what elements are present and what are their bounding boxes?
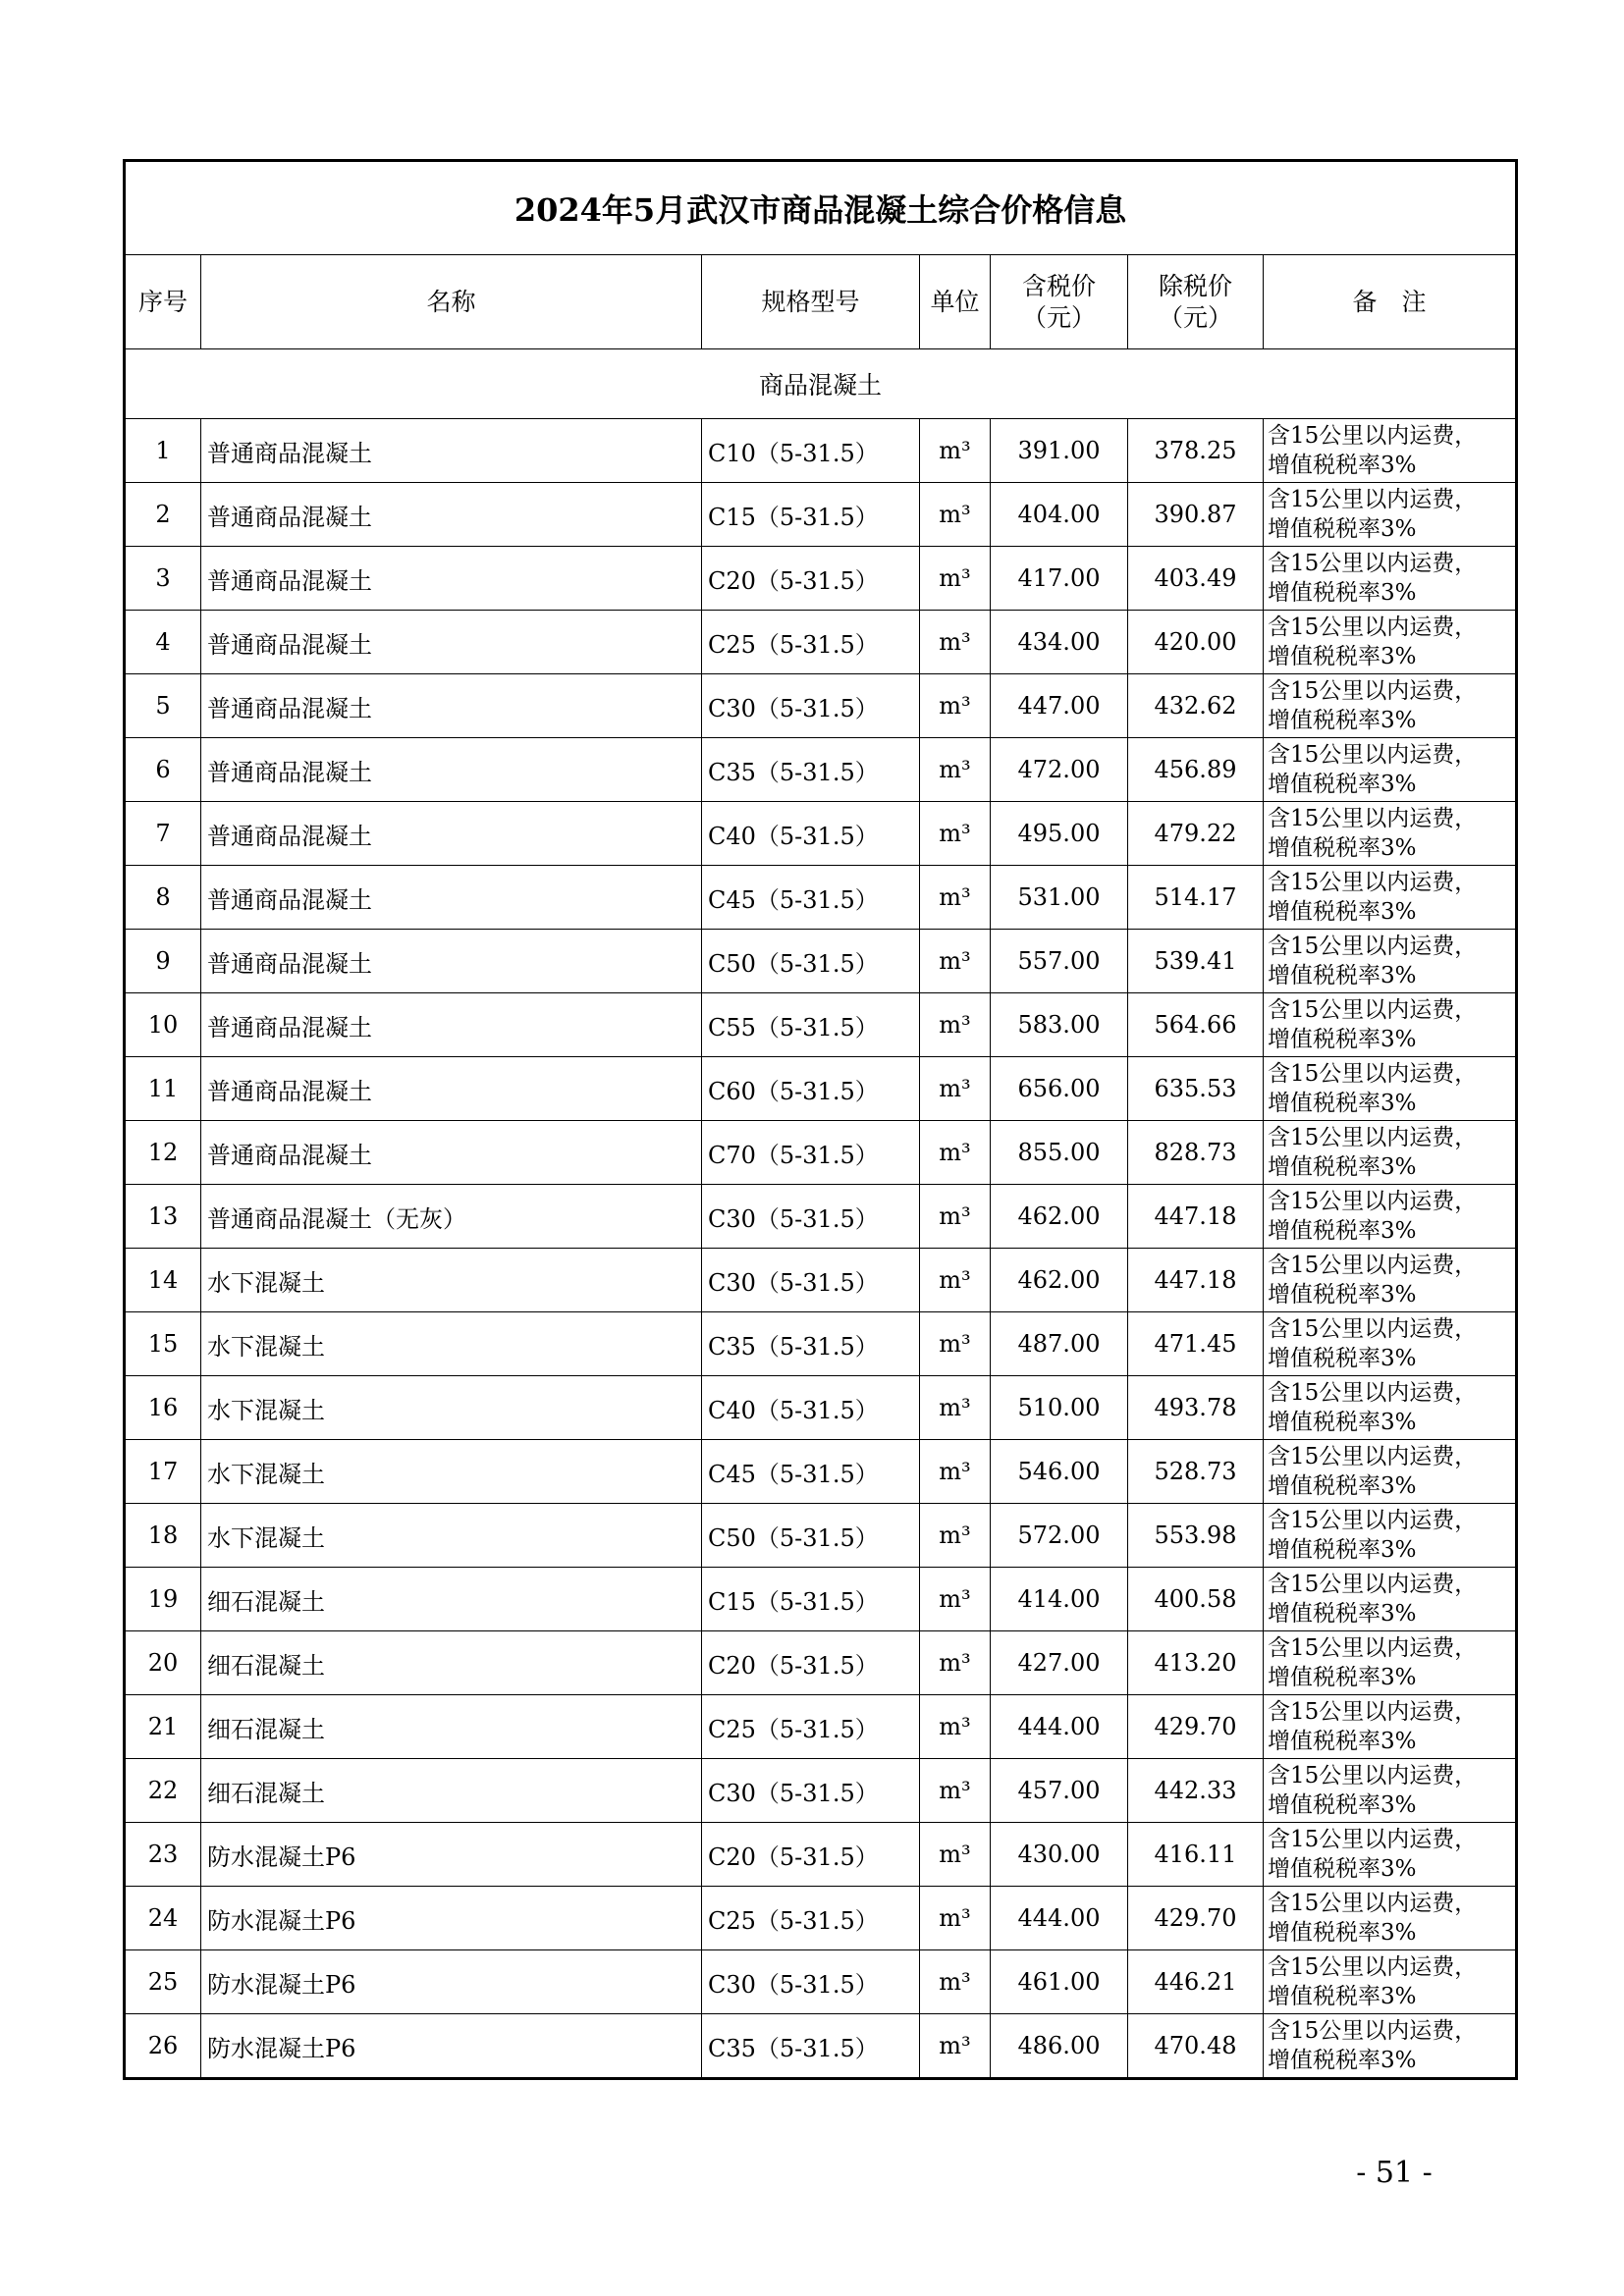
row-note-line1: 含15公里以内运费， [1268, 423, 1478, 449]
row-note-line2: 增值税税率3% [1268, 580, 1417, 606]
row-unit: m³ [920, 1376, 991, 1440]
row-note-line2: 增值税税率3% [1268, 1027, 1417, 1052]
row-price-excl: 403.49 [1128, 547, 1264, 611]
row-price-incl: 583.00 [991, 993, 1128, 1057]
row-name: 普通商品混凝土 [201, 1057, 702, 1121]
row-price-incl: 495.00 [991, 802, 1128, 866]
row-num: 11 [125, 1057, 201, 1121]
row-price-excl: 528.73 [1128, 1440, 1264, 1504]
row-num: 6 [125, 738, 201, 802]
row-note-line2: 增值税税率3% [1268, 644, 1417, 669]
row-unit: m³ [920, 1759, 991, 1823]
row-name: 防水混凝土P6 [201, 1887, 702, 1950]
row-note [1264, 738, 1517, 802]
row-unit: m³ [920, 866, 991, 930]
table-body [125, 349, 1517, 2079]
row-num: 16 [125, 1376, 201, 1440]
row-spec: C40（5-31.5） [702, 1376, 920, 1440]
row-note-line1: 含15公里以内运费， [1268, 1189, 1478, 1214]
price-table [123, 159, 1518, 2080]
row-note [1264, 1631, 1517, 1695]
row-unit: m³ [920, 1121, 991, 1185]
row-name: 普通商品混凝土 [201, 802, 702, 866]
row-spec: C55（5-31.5） [702, 993, 920, 1057]
row-spec: C30（5-31.5） [702, 1249, 920, 1312]
row-price-excl: 539.41 [1128, 930, 1264, 993]
row-note [1264, 930, 1517, 993]
header-price-excl-line2: （元） [1158, 302, 1232, 332]
row-note [1264, 419, 1517, 483]
row-num: 17 [125, 1440, 201, 1504]
table-row [125, 1121, 1517, 1185]
row-price-incl: 444.00 [991, 1887, 1128, 1950]
table-row [125, 1695, 1517, 1759]
row-note-line1: 含15公里以内运费， [1268, 1508, 1478, 1533]
row-num: 21 [125, 1695, 201, 1759]
table-row [125, 483, 1517, 547]
row-spec: C45（5-31.5） [702, 1440, 920, 1504]
row-price-incl: 855.00 [991, 1121, 1128, 1185]
row-note [1264, 1887, 1517, 1950]
row-name: 水下混凝土 [201, 1376, 702, 1440]
row-note-line1: 含15公里以内运费， [1268, 1253, 1478, 1278]
row-spec: C35（5-31.5） [702, 1312, 920, 1376]
row-note-line2: 增值税税率3% [1268, 453, 1417, 478]
row-unit: m³ [920, 1631, 991, 1695]
row-note-line1: 含15公里以内运费， [1268, 1891, 1478, 1916]
row-note-line1: 含15公里以内运费， [1268, 1316, 1478, 1342]
row-price-incl: 461.00 [991, 1950, 1128, 2014]
row-price-excl: 828.73 [1128, 1121, 1264, 1185]
row-num: 19 [125, 1568, 201, 1631]
row-note [1264, 1440, 1517, 1504]
row-spec: C25（5-31.5） [702, 1695, 920, 1759]
header-num: 序号 [125, 255, 201, 349]
row-num: 14 [125, 1249, 201, 1312]
table-row [125, 866, 1517, 930]
table-row [125, 993, 1517, 1057]
row-unit: m³ [920, 1823, 991, 1887]
row-note [1264, 611, 1517, 674]
row-price-excl: 553.98 [1128, 1504, 1264, 1568]
header-price-incl-line2: （元） [1021, 302, 1096, 332]
row-price-excl: 413.20 [1128, 1631, 1264, 1695]
row-unit: m³ [920, 2014, 991, 2079]
row-note [1264, 1759, 1517, 1823]
section-title: 商品混凝土 [125, 349, 1517, 419]
row-unit: m³ [920, 1185, 991, 1249]
table-row [125, 1376, 1517, 1440]
row-note-line2: 增值税税率3% [1268, 1984, 1417, 2009]
table-row [125, 1887, 1517, 1950]
row-price-excl: 420.00 [1128, 611, 1264, 674]
table-row [125, 1759, 1517, 1823]
row-price-incl: 546.00 [991, 1440, 1128, 1504]
row-note-line2: 增值税税率3% [1268, 772, 1417, 797]
row-price-excl: 447.18 [1128, 1185, 1264, 1249]
row-note-line2: 增值税税率3% [1268, 1537, 1417, 1563]
row-name: 水下混凝土 [201, 1312, 702, 1376]
row-price-incl: 486.00 [991, 2014, 1128, 2079]
row-note-line1: 含15公里以内运费， [1268, 997, 1478, 1023]
title-row [125, 161, 1517, 255]
row-unit: m³ [920, 1312, 991, 1376]
row-note-line2: 增值税税率3% [1268, 1091, 1417, 1116]
row-note-line1: 含15公里以内运费， [1268, 1061, 1478, 1087]
row-unit: m³ [920, 1504, 991, 1568]
row-note-line1: 含15公里以内运费， [1268, 870, 1478, 895]
row-note-line1: 含15公里以内运费， [1268, 934, 1478, 959]
row-spec: C20（5-31.5） [702, 547, 920, 611]
row-unit: m³ [920, 547, 991, 611]
row-name: 水下混凝土 [201, 1440, 702, 1504]
page-number: - 51 - [1356, 2156, 1433, 2190]
header-spec: 规格型号 [702, 255, 920, 349]
row-spec: C45（5-31.5） [702, 866, 920, 930]
row-spec: C30（5-31.5） [702, 1185, 920, 1249]
row-note [1264, 1121, 1517, 1185]
row-spec: C10（5-31.5） [702, 419, 920, 483]
row-num: 5 [125, 674, 201, 738]
row-spec: C30（5-31.5） [702, 1759, 920, 1823]
row-num: 15 [125, 1312, 201, 1376]
row-name: 普通商品混凝土 [201, 483, 702, 547]
row-price-incl: 447.00 [991, 674, 1128, 738]
row-note [1264, 483, 1517, 547]
row-num: 1 [125, 419, 201, 483]
row-note [1264, 1312, 1517, 1376]
row-num: 22 [125, 1759, 201, 1823]
row-num: 8 [125, 866, 201, 930]
row-num: 13 [125, 1185, 201, 1249]
row-note-line1: 含15公里以内运费， [1268, 1954, 1478, 1980]
row-price-incl: 391.00 [991, 419, 1128, 483]
header-price-excl [1128, 255, 1264, 349]
row-name: 普通商品混凝土 [201, 738, 702, 802]
row-price-incl: 427.00 [991, 1631, 1128, 1695]
header-price-excl-line1: 除税价 [1158, 271, 1232, 300]
row-note-line2: 增值税税率3% [1268, 516, 1417, 542]
row-price-excl: 470.48 [1128, 2014, 1264, 2079]
row-num: 24 [125, 1887, 201, 1950]
row-name: 防水混凝土P6 [201, 2014, 702, 2079]
row-num: 4 [125, 611, 201, 674]
table-row [125, 1312, 1517, 1376]
table-row [125, 1185, 1517, 1249]
row-unit: m³ [920, 674, 991, 738]
row-num: 23 [125, 1823, 201, 1887]
row-price-excl: 564.66 [1128, 993, 1264, 1057]
row-note [1264, 1823, 1517, 1887]
table-row [125, 738, 1517, 802]
row-note-line2: 增值税税率3% [1268, 1154, 1417, 1180]
row-note-line2: 增值税税率3% [1268, 1856, 1417, 1882]
header-price-incl-line1: 含税价 [1021, 271, 1096, 300]
row-name: 普通商品混凝土 [201, 1121, 702, 1185]
row-note-line1: 含15公里以内运费， [1268, 551, 1478, 576]
row-note-line2: 增值税税率3% [1268, 2048, 1417, 2073]
table-row [125, 1568, 1517, 1631]
row-price-incl: 462.00 [991, 1249, 1128, 1312]
row-note [1264, 1185, 1517, 1249]
row-price-excl: 635.53 [1128, 1057, 1264, 1121]
row-price-incl: 572.00 [991, 1504, 1128, 1568]
row-unit: m³ [920, 993, 991, 1057]
row-note-line2: 增值税税率3% [1268, 1665, 1417, 1690]
row-note-line1: 含15公里以内运费， [1268, 1827, 1478, 1852]
row-price-incl: 510.00 [991, 1376, 1128, 1440]
row-note-line2: 增值税税率3% [1268, 1792, 1417, 1818]
row-note-line1: 含15公里以内运费， [1268, 1125, 1478, 1150]
row-note-line1: 含15公里以内运费， [1268, 806, 1478, 831]
row-name: 防水混凝土P6 [201, 1950, 702, 2014]
row-note-line2: 增值税税率3% [1268, 1920, 1417, 1946]
row-name: 水下混凝土 [201, 1504, 702, 1568]
row-unit: m³ [920, 1249, 991, 1312]
header-name: 名称 [201, 255, 702, 349]
row-spec: C50（5-31.5） [702, 1504, 920, 1568]
row-price-excl: 447.18 [1128, 1249, 1264, 1312]
row-name: 细石混凝土 [201, 1695, 702, 1759]
row-note [1264, 674, 1517, 738]
row-num: 18 [125, 1504, 201, 1568]
row-price-excl: 442.33 [1128, 1759, 1264, 1823]
row-unit: m³ [920, 483, 991, 547]
header-note: 备 注 [1264, 255, 1517, 349]
row-unit: m³ [920, 1440, 991, 1504]
row-note [1264, 1950, 1517, 2014]
row-num: 2 [125, 483, 201, 547]
row-price-incl: 417.00 [991, 547, 1128, 611]
row-unit: m³ [920, 802, 991, 866]
row-price-excl: 446.21 [1128, 1950, 1264, 2014]
row-price-excl: 378.25 [1128, 419, 1264, 483]
row-spec: C30（5-31.5） [702, 1950, 920, 2014]
row-note-line2: 增值税税率3% [1268, 1601, 1417, 1627]
table-row [125, 1504, 1517, 1568]
row-note-line1: 含15公里以内运费， [1268, 742, 1478, 768]
row-spec: C50（5-31.5） [702, 930, 920, 993]
section-row [125, 349, 1517, 419]
row-unit: m³ [920, 738, 991, 802]
row-spec: C20（5-31.5） [702, 1631, 920, 1695]
row-note-line1: 含15公里以内运费， [1268, 1444, 1478, 1469]
row-price-excl: 514.17 [1128, 866, 1264, 930]
table-row [125, 802, 1517, 866]
row-spec: C20（5-31.5） [702, 1823, 920, 1887]
row-price-excl: 400.58 [1128, 1568, 1264, 1631]
row-price-incl: 557.00 [991, 930, 1128, 993]
row-price-incl: 414.00 [991, 1568, 1128, 1631]
row-note-line2: 增值税税率3% [1268, 708, 1417, 733]
row-note-line2: 增值税税率3% [1268, 1282, 1417, 1308]
row-note [1264, 1568, 1517, 1631]
row-note-line1: 含15公里以内运费， [1268, 678, 1478, 704]
row-unit: m³ [920, 1695, 991, 1759]
row-unit: m³ [920, 1057, 991, 1121]
row-note-line1: 含15公里以内运费， [1268, 487, 1478, 512]
row-num: 25 [125, 1950, 201, 2014]
row-price-excl: 471.45 [1128, 1312, 1264, 1376]
table-row [125, 930, 1517, 993]
table-row [125, 1440, 1517, 1504]
row-note-line1: 含15公里以内运费， [1268, 1380, 1478, 1406]
row-note-line2: 增值税税率3% [1268, 899, 1417, 925]
row-note-line2: 增值税税率3% [1268, 1729, 1417, 1754]
row-note-line1: 含15公里以内运费， [1268, 1763, 1478, 1789]
row-spec: C40（5-31.5） [702, 802, 920, 866]
row-unit: m³ [920, 1568, 991, 1631]
row-num: 20 [125, 1631, 201, 1695]
row-price-excl: 429.70 [1128, 1695, 1264, 1759]
row-note [1264, 866, 1517, 930]
row-note-line1: 含15公里以内运费， [1268, 1699, 1478, 1725]
table-row [125, 1631, 1517, 1695]
row-spec: C60（5-31.5） [702, 1057, 920, 1121]
row-unit: m³ [920, 1950, 991, 2014]
row-note-line1: 含15公里以内运费， [1268, 1635, 1478, 1661]
row-price-excl: 479.22 [1128, 802, 1264, 866]
row-price-excl: 429.70 [1128, 1887, 1264, 1950]
row-num: 26 [125, 2014, 201, 2079]
row-unit: m³ [920, 1887, 991, 1950]
row-name: 普通商品混凝土 [201, 866, 702, 930]
row-spec: C25（5-31.5） [702, 611, 920, 674]
row-name: 细石混凝土 [201, 1759, 702, 1823]
row-price-incl: 430.00 [991, 1823, 1128, 1887]
table-row [125, 1950, 1517, 2014]
row-price-incl: 444.00 [991, 1695, 1128, 1759]
row-price-incl: 404.00 [991, 483, 1128, 547]
row-note-line2: 增值税税率3% [1268, 1410, 1417, 1435]
row-name: 防水混凝土P6 [201, 1823, 702, 1887]
row-price-excl: 456.89 [1128, 738, 1264, 802]
row-spec: C30（5-31.5） [702, 674, 920, 738]
row-name: 普通商品混凝土 [201, 419, 702, 483]
row-note [1264, 1249, 1517, 1312]
row-spec: C15（5-31.5） [702, 483, 920, 547]
row-unit: m³ [920, 930, 991, 993]
row-name: 普通商品混凝土 [201, 611, 702, 674]
row-spec: C25（5-31.5） [702, 1887, 920, 1950]
row-note [1264, 2014, 1517, 2079]
row-note-line2: 增值税税率3% [1268, 1346, 1417, 1371]
row-price-incl: 487.00 [991, 1312, 1128, 1376]
row-note [1264, 1057, 1517, 1121]
row-price-incl: 656.00 [991, 1057, 1128, 1121]
table-title: 2024年5月武汉市商品混凝土综合价格信息 [125, 161, 1517, 255]
row-num: 12 [125, 1121, 201, 1185]
row-price-incl: 462.00 [991, 1185, 1128, 1249]
row-spec: C35（5-31.5） [702, 2014, 920, 2079]
row-price-excl: 432.62 [1128, 674, 1264, 738]
table-row [125, 419, 1517, 483]
row-name: 细石混凝土 [201, 1631, 702, 1695]
row-num: 9 [125, 930, 201, 993]
row-num: 3 [125, 547, 201, 611]
row-price-excl: 390.87 [1128, 483, 1264, 547]
table-row [125, 547, 1517, 611]
table-row [125, 2014, 1517, 2079]
row-price-incl: 531.00 [991, 866, 1128, 930]
table-row [125, 674, 1517, 738]
row-note-line1: 含15公里以内运费， [1268, 2018, 1478, 2044]
table-row [125, 1057, 1517, 1121]
row-name: 细石混凝土 [201, 1568, 702, 1631]
row-note [1264, 993, 1517, 1057]
row-num: 7 [125, 802, 201, 866]
row-spec: C15（5-31.5） [702, 1568, 920, 1631]
row-unit: m³ [920, 611, 991, 674]
row-name: 水下混凝土 [201, 1249, 702, 1312]
row-unit: m³ [920, 419, 991, 483]
row-note-line2: 增值税税率3% [1268, 1218, 1417, 1244]
header-price-incl [991, 255, 1128, 349]
table-row [125, 1823, 1517, 1887]
row-note-line2: 增值税税率3% [1268, 963, 1417, 988]
header-row [125, 255, 1517, 349]
row-num: 10 [125, 993, 201, 1057]
row-name: 普通商品混凝土 [201, 930, 702, 993]
row-price-incl: 457.00 [991, 1759, 1128, 1823]
row-spec: C35（5-31.5） [702, 738, 920, 802]
table-row [125, 611, 1517, 674]
row-note-line2: 增值税税率3% [1268, 835, 1417, 861]
row-name: 普通商品混凝土 [201, 993, 702, 1057]
header-unit: 单位 [920, 255, 991, 349]
row-note-line1: 含15公里以内运费， [1268, 1572, 1478, 1597]
row-price-excl: 493.78 [1128, 1376, 1264, 1440]
row-note [1264, 1695, 1517, 1759]
row-price-incl: 472.00 [991, 738, 1128, 802]
row-note [1264, 802, 1517, 866]
table-row [125, 1249, 1517, 1312]
row-spec: C70（5-31.5） [702, 1121, 920, 1185]
row-note [1264, 547, 1517, 611]
row-price-excl: 416.11 [1128, 1823, 1264, 1887]
row-note [1264, 1504, 1517, 1568]
row-price-incl: 434.00 [991, 611, 1128, 674]
row-note [1264, 1376, 1517, 1440]
row-name: 普通商品混凝土 [201, 547, 702, 611]
row-name: 普通商品混凝土 [201, 674, 702, 738]
row-name: 普通商品混凝土（无灰） [201, 1185, 702, 1249]
row-note-line1: 含15公里以内运费， [1268, 614, 1478, 640]
row-note-line2: 增值税税率3% [1268, 1473, 1417, 1499]
